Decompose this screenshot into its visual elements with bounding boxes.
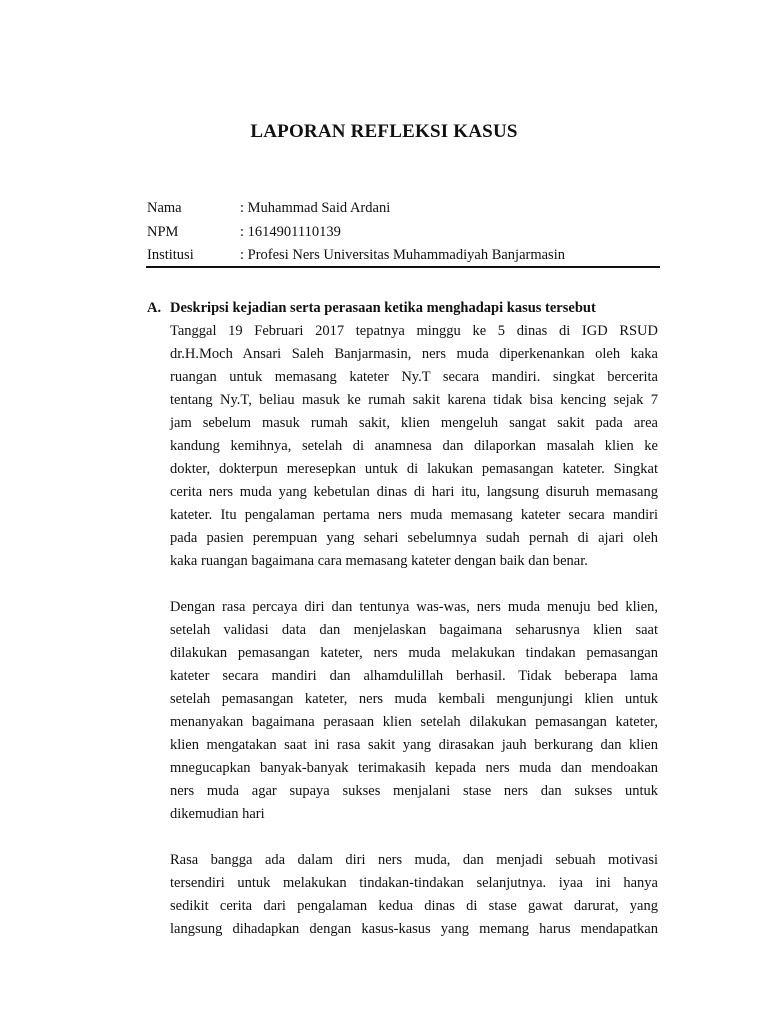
paragraph-3 [170,849,658,941]
paragraph-gap [170,573,658,596]
document-title: LAPORAN REFLEKSI KASUS [250,121,518,142]
identity-row-nama [147,197,565,221]
text-line: setelah validasi data dan menjelaskan bagaimana seharusnya klien saat [170,622,658,638]
text-line: kateter. Itu pengalaman pertama ners muda memasang kateter secara mandiri [170,507,658,523]
horizontal-divider [146,266,660,268]
text-line: dikemudian hari [170,806,265,822]
text-line: ruangan untuk memasang kateter Ny.T secara mandiri. singkat bercerita [170,369,658,385]
text-line: kaka ruangan bagaimana cara memasang kateter dengan baik dan benar. [170,553,588,569]
text-line: cerita ners muda yang kebetulan dinas di hari itu, langsung disuruh memasang [170,484,658,500]
identity-label: Nama [147,200,182,216]
identity-value: : Muhammad Said Ardani [240,200,391,216]
section-letter: A. [147,300,162,316]
text-line: Dengan rasa percaya diri dan tentunya was-was, ners muda menuju bed klien, [170,599,658,615]
paragraph-1 [170,320,658,573]
identity-label: Institusi [147,247,194,263]
section-heading [147,297,596,320]
text-line: menanyakan bagaimana perasaan klien setelah dilakukan pemasangan kateter, [170,714,658,730]
text-line: langsung dihadapkan dengan kasus-kasus yang memang harus mendapatkan [170,921,658,937]
text-line: dokter, dokterpun meresepkan untuk di lakukan pemasangan kateter. Singkat [170,461,658,477]
identity-row-institusi [147,244,565,268]
text-line: setelah pemasangan kateter, ners muda kembali mengunjungi klien untuk [170,691,658,707]
text-line: Rasa bangga ada dalam diri ners muda, dan menjadi sebuah motivasi [170,852,658,868]
text-line: dr.H.Moch Ansari Saleh Banjarmasin, ners muda diperkenankan oleh kaka [170,346,658,362]
identity-row-npm [147,221,565,245]
identity-value: : 1614901110139 [240,223,341,240]
text-line: tersendiri untuk melakukan tindakan-tindakan selanjutnya. iyaa ini hanya [170,875,658,891]
text-line: kandung kemihnya, setelah di anamnesa dan dilaporkan masalah klien ke [170,438,658,454]
text-line: dilakukan pemasangan kateter, ners muda melakukan tindakan pemasangan [170,645,658,661]
text-line: pada pasien perempuan yang sehari sebelumnya sudah pernah di ajari oleh [170,530,658,546]
text-line: klien mengatakan saat ini rasa sakit yang dirasakan jauh berkurang dan klien [170,737,658,753]
text-line: tentang Ny.T, beliau masuk ke rumah sakit karena tidak bisa kencing sejak 7 [170,392,658,408]
identity-label: NPM [147,223,179,240]
paragraph-gap [170,826,658,849]
text-line: mnegucapkan banyak-banyak terimakasih kepada ners muda dan mendoakan [170,760,658,776]
identity-block [147,197,565,268]
text-line: kateter secara mandiri dan alhamdulillah berhasil. Tidak beberapa lama [170,668,658,684]
text-line: jam sebelum masuk rumah sakit, klien mengeluh sangat sakit pada area [170,415,658,431]
identity-value: : Profesi Ners Universitas Muhammadiyah Banjarmasin [240,247,565,263]
paragraph-2 [170,596,658,826]
section-body [170,320,658,941]
section-heading-text: Deskripsi kejadian serta perasaan ketika menghadapi kasus tersebut [170,300,596,316]
text-line: sedikit cerita dari pengalaman kedua dinas di stase gawat darurat, yang [170,898,658,914]
text-line: Tanggal 19 Februari 2017 tepatnya minggu ke 5 dinas di IGD RSUD [170,323,658,339]
text-line: ners muda agar supaya sukses menjalani stase ners dan sukses untuk [170,783,658,799]
